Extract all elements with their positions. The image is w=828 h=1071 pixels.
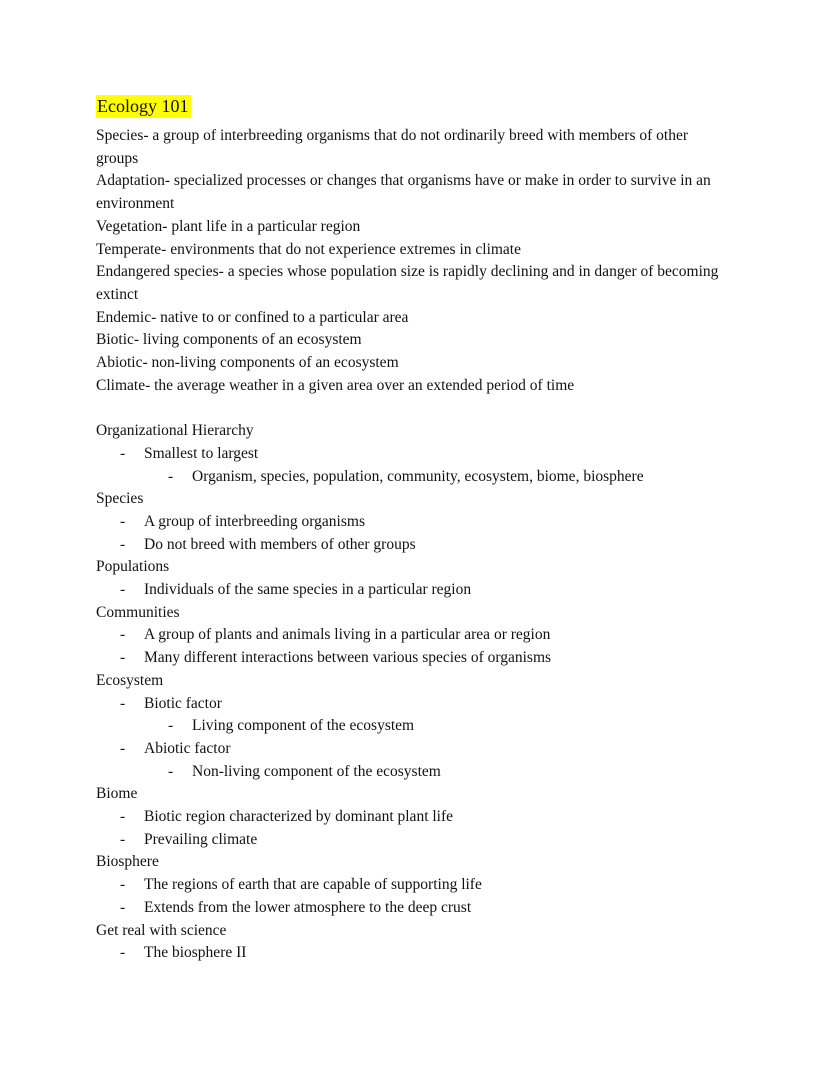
list-item-text: Biotic region characterized by dominant plant life: [144, 808, 454, 826]
list-item: [96, 647, 732, 670]
section-heading: Ecosystem: [96, 671, 164, 689]
list-marker: -: [120, 739, 126, 757]
list-item-text: Smallest to largest: [144, 444, 259, 462]
list-item-text: The biosphere II: [144, 944, 247, 962]
list-item-text: Do not breed with members of other groups: [144, 535, 416, 553]
section-heading: Populations: [96, 558, 170, 576]
list-marker: -: [168, 717, 174, 735]
section-heading: Communities: [96, 603, 180, 621]
list-marker: -: [120, 830, 126, 848]
list-marker: -: [120, 898, 126, 916]
list-marker: -: [168, 762, 174, 780]
list-marker: -: [120, 808, 126, 826]
definition-line: Climate- the average weather in a given area over an extended period of time: [96, 376, 575, 394]
list-item: [96, 511, 732, 534]
definition-line: Species- a group of interbreeding organisms that do not ordinarily breed with members of other groups: [96, 127, 689, 167]
list-item: [96, 829, 732, 852]
list-item: [96, 466, 732, 489]
list-item-text: A group of plants and animals living in a particular area or region: [144, 626, 551, 644]
document-content: [96, 125, 732, 965]
definition-line: Endemic- native to or confined to a particular area: [96, 308, 409, 326]
list-item: [96, 874, 732, 897]
definition-line: Adaptation- specialized processes or changes that organisms have or make in order to survive in an environment: [96, 172, 711, 213]
list-item-text: Abiotic factor: [144, 739, 231, 757]
list-marker: -: [120, 626, 126, 644]
list-item: [96, 942, 732, 965]
list-item-text: Organism, species, population, community, ecosystem, biome, biosphere: [192, 467, 644, 485]
list-item: [96, 897, 732, 920]
definition-line: Biotic- living components of an ecosystem: [96, 331, 362, 349]
list-marker: -: [120, 944, 126, 962]
definition-line: Abiotic- non-living components of an ecosystem: [96, 354, 399, 372]
list-item: [96, 624, 732, 647]
definition-line: Endangered species- a species whose population size is rapidly declining and in danger of becoming extinct: [96, 263, 719, 303]
list-marker: -: [168, 467, 174, 485]
list-marker: -: [120, 694, 126, 712]
list-item-text: The regions of earth that are capable of supporting life: [144, 876, 482, 894]
list-item-text: A group of interbreeding organisms: [144, 512, 365, 530]
list-marker: -: [120, 649, 126, 667]
list-item-text: Non-living component of the ecosystem: [192, 762, 441, 780]
list-marker: -: [120, 581, 126, 599]
section-heading: Get real with science: [96, 921, 227, 939]
page-title: [96, 94, 732, 118]
list-marker: -: [120, 876, 126, 894]
definition-line: Temperate- environments that do not experience extremes in climate: [96, 240, 521, 258]
section-heading: Biome: [96, 785, 138, 803]
blank-line: [96, 397, 732, 420]
list-item: [96, 693, 732, 716]
list-item: [96, 761, 732, 784]
list-item-text: Many different interactions between various species of organisms: [144, 649, 552, 667]
page-title-text: Ecology 101: [97, 96, 189, 116]
list-marker: -: [120, 444, 126, 462]
section-heading: Species: [96, 490, 144, 508]
list-item-text: Individuals of the same species in a particular region: [144, 581, 472, 599]
section-heading: Organizational Hierarchy: [96, 422, 254, 440]
list-item: [96, 806, 732, 829]
list-item-text: Living component of the ecosystem: [192, 717, 415, 735]
list-item: [96, 715, 732, 738]
list-item-text: Prevailing climate: [144, 830, 258, 848]
list-marker: -: [120, 535, 126, 553]
definition-line: Vegetation- plant life in a particular region: [96, 217, 361, 235]
list-item: [96, 443, 732, 466]
list-item: [96, 579, 732, 602]
list-item-text: Extends from the lower atmosphere to the deep crust: [144, 898, 472, 916]
list-item-text: Biotic factor: [144, 694, 222, 712]
list-item: [96, 534, 732, 557]
list-item: [96, 738, 732, 761]
list-marker: -: [120, 512, 126, 530]
section-heading: Biosphere: [96, 853, 159, 871]
